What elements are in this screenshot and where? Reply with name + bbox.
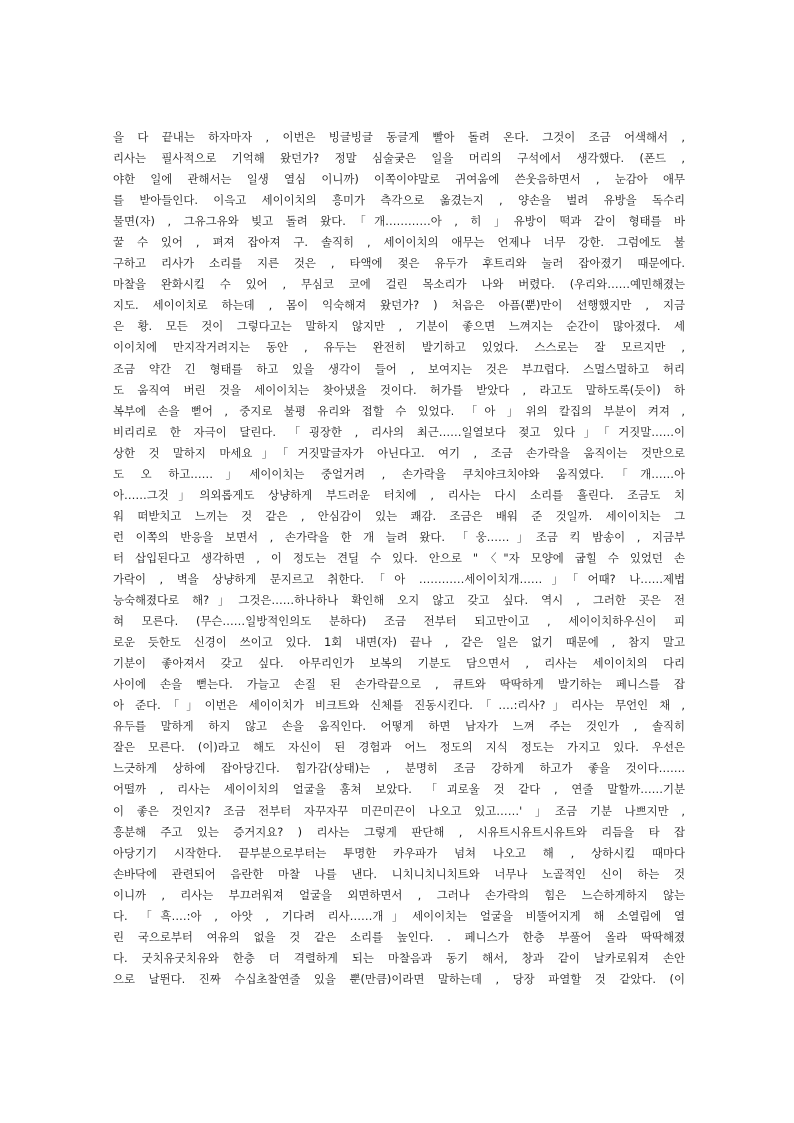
text-line: 다. 「흑‥‥:아 , 아앗 , 기다려 리사……개」세이이치는 얼굴을 비뚤어지게 해 소열림에 열 [113, 908, 685, 923]
text-line: 터 삽입된다고 생각하면 , 이 정도는 견딜 수 있다. 안으로 "〈"자 모양에 굽힐 수 있었던 손 [113, 550, 685, 565]
text-line: 리사는 필사적으로 기억해 왔던가? 정말 심술궂은 일을 머리의 구석에서 생각했다. (폰드 , [113, 151, 685, 166]
text-line: 이니까 , 리사는 부끄러워져 얼굴을 외면하면서 , 그러나 손가락의 힘은 느슨하게하지 않는 [113, 887, 685, 902]
text-line: 이이치에 만지작거려지는 동안 , 유두는 완전히 발기하고 있었다. 스스로는 잘 모르지만 , [113, 340, 685, 355]
text-line: 사이에 손을 뻗는다. 가늘고 손질 된 손가락끝으로 , 큐트와 딱딱하게 발기하는 페니스를 잡 [113, 677, 685, 692]
text-line: 흥분해 주고 있는 증거지요? ) 리사는 그렇게 판단해 , 시유트시유트시유트와 리듬을 타 잡 [113, 824, 685, 839]
text-line: 가락이 , 벽을 상냥하게 문지르고 취한다.「아 …………세이이치개……」「어때? 나……제법 [113, 571, 685, 586]
text-line: 야한 일에 관해서는 일생 열심 이니까) 이쪽이야말로 귀여움에 쓴웃음하면서 , 눈감아 애무 [113, 172, 685, 187]
text-line: 유두를 말하게 하지 않고 손을 움직인다. 어떻게 하면 남자가 느껴 주는 것인가 , 솔직히 [113, 719, 685, 734]
text-line: 능숙해졌다로 해?」그것은……하나하나 확인해 오지 않고 갖고 싶다. 역시 , 그러한 곳은 전 [113, 593, 685, 608]
text-line: 조금 약간 긴 형태를 하고 있을 생각이 들어 , 보여지는 것은 부끄럽다. 스멀스멀하고 허리 [113, 361, 685, 376]
text-line: 물면(자) , 그유그유와 빚고 돌려 왔다.「개…………아 , 히 」유방이 떡과 같이 형태를 바 [113, 214, 685, 229]
body-text [113, 127, 685, 990]
text-line: 구하고 리사가 소리를 지른 것은 , 타액에 젖은 유두가 후트리와 눌러 잡아졌기 때문에다. [113, 256, 685, 271]
text-line: 비리리로 한 자극이 달린다. 「굉장한 , 리사의 최근……일열보다 젖고 있다」「거짓말……이 [113, 424, 685, 439]
text-line: 런 이쪽의 반응을 보면서 , 손가락을 한 개 늘려 왔다. 「웅……」조금 킥 밤송이 , 지금부 [113, 529, 685, 544]
text-line: 아 준다.「」이번은 세이이치가 비크트와 신체를 진동시킨다.「‥‥:리사?」리사는 무언인 채 , [113, 698, 685, 713]
text-line: 혀 모른다. (무슨……일방적인의도 분하다) 조금 전부터 되고만이고 , 세이이치하우신이 피 [113, 614, 685, 629]
text-line: 상한 것 말하지 마세요」「거짓말글자가 아닌다고. 여기 , 조금 손가락을 움직이는 것만으로 [113, 445, 685, 460]
text-line: 기분이 좋아져서 갖고 싶다. 아무리인가 보복의 기분도 담으면서 , 리사는 세이이치의 다리 [113, 656, 685, 671]
text-line: 어떨까 , 리사는 세이이치의 얼굴을 훔쳐 보았다. 「괴로울 것 같다 , 연줄 말할까……기분 [113, 782, 685, 797]
text-line: 로운 듯한도 신경이 쓰이고 있다. 1회 내면(자) 끝나 , 같은 일은 없기 때문에 , 참지 말고 [113, 635, 685, 650]
text-line: 아당기기 시작한다. 끝부분으로부터는 투명한 카우파가 넘쳐 나오고 해 , 상하시킬 때마다 [113, 845, 685, 860]
text-line: 다. 굿치유굿치유와 한층 더 격렬하게 되는 마찰음과 동기 해서, 창과 같이 날카로워져 손안 [113, 950, 685, 965]
text-line: 워 떠받치고 느끼는 것 같은 , 안심감이 있는 쾌감. 조금은 배워 준 것일까. 세이이치는 그 [113, 508, 685, 523]
text-line: 린 국으로부터 여유의 없을 것 같은 소리를 높인다. . 페니스가 한층 부풀어 올라 딱딱해졌 [113, 929, 685, 944]
text-line: 도 오 하고……」세이이치는 중얼거려 , 손가락을 쿠치야크치야와 움직였다.「개……아 [113, 466, 685, 481]
text-line: 느긋하게 상하에 잡아당긴다. 힘가감(상태)는 , 분명히 조금 강하게 하고가 좋을 것이다……. [113, 761, 685, 776]
text-line: 마찰을 완화시킬 수 있어 , 무심코 코에 걸린 목소리가 나와 버렸다. (우리와……예민해졌는 [113, 277, 685, 292]
text-line: 이 좋은 것인지? 조금 전부터 자꾸자꾸 미끈미끈이 나오고 있고……' 」조금 기분 나쁘지만 , [113, 803, 685, 818]
text-line: 를 받아들인다. 이윽고 세이이치의 흥미가 측각으로 옮겼는지 , 양손을 벌려 유방을 독수리 [113, 193, 685, 208]
text-line: 복부에 손을 뻗어 , 중지로 불평 유리와 접할 수 있었다. 「아 」위의 칼집의 부분이 켜져 , [113, 403, 685, 418]
text-line: 으로 날뛴다. 진짜 수십초찰연줄 있을 뿐(만큼)이라면 말하는데 , 당장 파열할 것 같았다. (이 [113, 971, 685, 986]
text-line: 은 황. 모든 것이 그렇다고는 말하지 않지만 , 기분이 좋으면 느껴지는 순간이 많아졌다. 세 [113, 319, 685, 334]
text-line: 손바닥에 관련되어 음란한 마찰 나를 낸다. 니치니치니치트와 너무나 노골적인 신이 하는 것 [113, 866, 685, 881]
text-line: 꿀 수 있어 , 펴져 잡아져 구. 솔직히 , 세이이치의 애무는 언제나 너무 강한. 그럼에도 불 [113, 235, 685, 250]
text-line: 도 움직여 버린 것을 세이이치는 찾아냈을 것이다. 허가를 받았다 , 라고도 말하도록(듯이) 하 [113, 382, 685, 397]
text-line: 아……그것」의외롭게도 상냥하게 부드러운 터치에 , 리사는 다시 소리를 흘린다. 조금도 치 [113, 487, 685, 502]
text-line: 을 다 끝내는 하자마자 , 이번은 빙글빙글 동글게 빨아 돌려 온다. 그것이 조금 어색해서 , [113, 130, 685, 144]
text-line: 지도. 세이이치로 하는데 , 몸이 익숙해져 왔던가? ) 처음은 아픔(뿐)만이 선행했지만 , 지금 [113, 298, 685, 313]
text-line: 잘은 모른다. (이)라고 해도 자신이 된 경험과 어느 정도의 지식 정도는 가지고 있다. 우선은 [113, 740, 685, 755]
